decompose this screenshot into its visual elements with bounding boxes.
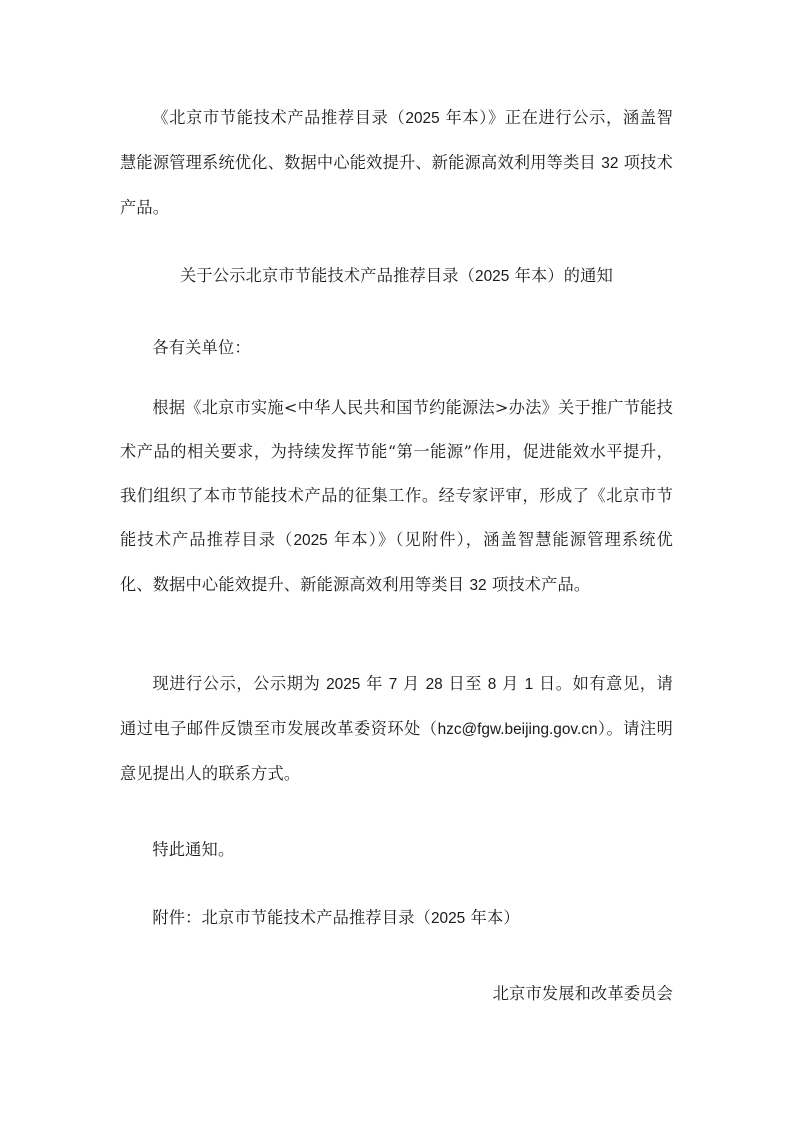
document-title: 关于公示北京市节能技术产品推荐目录（2025 年本）的通知 bbox=[180, 266, 613, 285]
main-paragraph-block bbox=[120, 386, 673, 608]
latin-run: 32 bbox=[469, 577, 487, 594]
latin-run: 2025 bbox=[293, 532, 328, 549]
salutation-block bbox=[120, 326, 673, 370]
latin-run: 7 bbox=[388, 676, 398, 693]
salutation: 各有关单位： bbox=[152, 338, 251, 357]
attachment-name: 北京市节能技术产品推荐目录（2025 年本） bbox=[201, 908, 520, 927]
lead-paragraph-block bbox=[120, 96, 673, 230]
attachment-block bbox=[120, 896, 673, 941]
latin-run: 28 bbox=[425, 676, 443, 693]
attachment-line bbox=[120, 896, 673, 941]
latin-run: 8 bbox=[487, 676, 497, 693]
latin-run: 2025 bbox=[326, 676, 361, 693]
latin-run: hzc@fgw.beijing.gov.cn bbox=[437, 721, 598, 738]
closing-statement: 特此通知。 bbox=[152, 840, 235, 859]
latin-run: 2025 bbox=[475, 268, 510, 285]
title-block bbox=[120, 254, 673, 299]
latin-run: 1 bbox=[524, 676, 534, 693]
issuing-authority: 北京市发展和改革委员会 bbox=[492, 984, 673, 1003]
lead-paragraph: 《北京市节能技术产品推荐目录（2025 年本）》正在进行公示，涵盖智慧能源管理系统优化、数据中心能效提升、新能源高效利用等类目 32 项技术产品。 bbox=[120, 108, 674, 217]
main-paragraph: 根据《北京市实施<中华人民共和国节约能源法>办法》关于推广节能技术产品的相关要求，为持续发挥节能“第一能源”作用，促进能效水平提升，我们组织了本市节能技术产品的征集工作。经专家评审，形成了《北京市节能技术产品推荐目录（2025 年本）》（见附件），涵盖智慧能源管理系统优化、数据中心能效提升、新能源高效利用等类目 32 项技术产品。 bbox=[120, 398, 673, 594]
latin-run: 2025 bbox=[405, 110, 440, 127]
closing-block bbox=[120, 828, 673, 872]
notice-paragraph-block bbox=[120, 662, 673, 796]
signature-block bbox=[120, 972, 673, 1016]
latin-run: 2025 bbox=[431, 910, 466, 927]
latin-run: 32 bbox=[601, 155, 619, 172]
attachment-label: 附件： bbox=[152, 908, 202, 927]
publicity-notice-paragraph: 现进行公示，公示期为 2025 年 7 月 28 日至 8 月 1 日。如有意见，请通过电子邮件反馈至市发展改革委资环处（hzc@fgw.beijing.gov.cn）。请注明意见提出人的联系方式。 bbox=[120, 674, 673, 783]
